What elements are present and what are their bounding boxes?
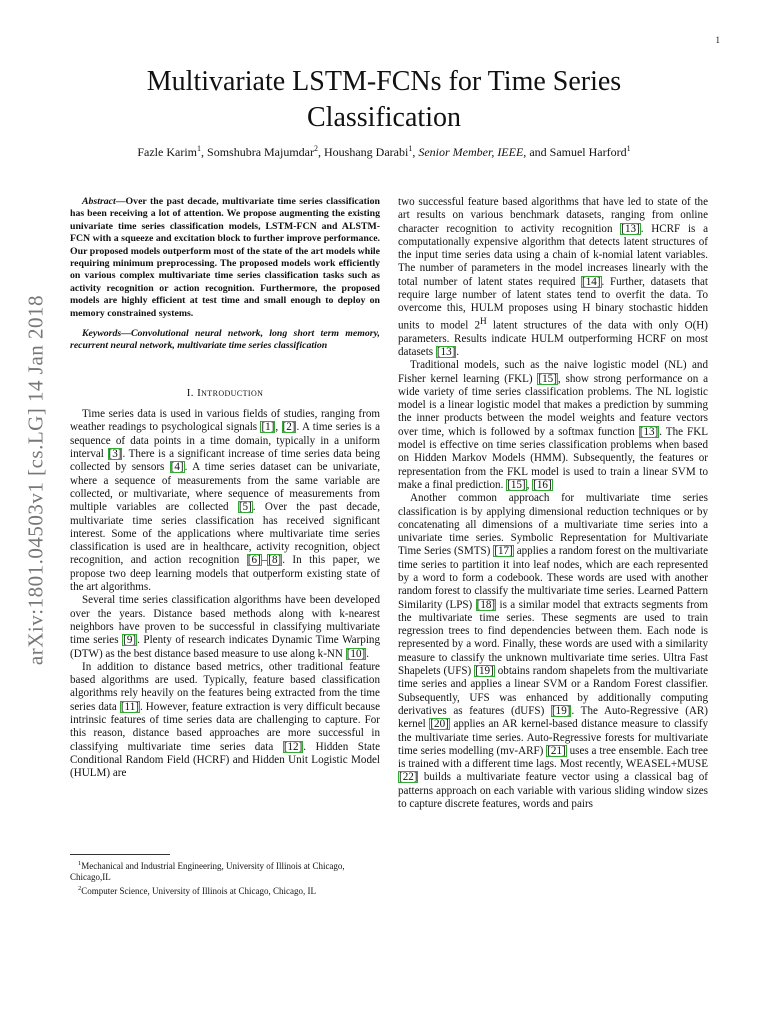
citation-link[interactable]: [11]	[120, 700, 139, 713]
affiliation-mark: 2	[314, 144, 319, 153]
footnote-text: Mechanical and Industrial Engineering, University of Illinois at Chicago, Chicago,IL	[70, 861, 345, 882]
right-column	[398, 196, 708, 811]
citation-link[interactable]: [13]	[621, 222, 640, 235]
author-name: Houshang Darabi	[324, 145, 409, 159]
body-text: . Plenty of research indicates Dynamic Time Warping (DTW) as the best distance based measure to use along k-NN	[70, 634, 380, 660]
keywords-label: Keywords	[82, 328, 122, 340]
citation-link[interactable]: [22]	[399, 771, 418, 784]
body-text: . HCRF is a computationally expensive algorithm that detects latent structures of the input time series data using a chain of k-nomial latent variables. The number of parameters in the model increases linearly with the total number of latent states required	[398, 222, 709, 288]
citation-link[interactable]: [19]	[475, 665, 494, 678]
body-text: . A time series is a sequence of data points in a time domain, typically in a uniform interval	[70, 421, 381, 461]
citation-link[interactable]: [17]	[494, 545, 513, 558]
section-number: I.	[186, 386, 198, 399]
body-text: Traditional models, such as the naive logistic model (NL) and Fisher kernel learning (FKL)	[398, 359, 708, 385]
citation-link[interactable]: [12]	[283, 740, 303, 753]
citation-link[interactable]: [10]	[346, 647, 366, 660]
citation-link[interactable]: [8]	[268, 554, 282, 567]
body-text: Several time series classification algorithms have been developed over the years. Distance based methods along with k-nearest neighbors have proven to be successful in classifying multivariate time series	[70, 594, 380, 647]
footnote	[70, 858, 380, 883]
citation-link[interactable]: [18]	[476, 598, 496, 611]
body-text: ,	[275, 421, 282, 434]
body-text: applies a random forest on the multivariate time series to partition it into leaf nodes, which are each represented by a word to form a codebook. These words are used with another random forest to classify the multivariate time series. Learned Pattern Similarity (LPS)	[398, 545, 709, 611]
citation-link[interactable]: [19]	[551, 704, 571, 717]
body-text: In addition to distance based metrics, other traditional feature based algorithms are used. Typically, feature based classification algorithms rely heavily on the features being extracted from the time series data	[70, 660, 380, 713]
keywords	[70, 328, 380, 353]
arxiv-stamp-text: arXiv:1801.04503v1 [cs.LG] 14 Jan 2018	[23, 294, 48, 666]
citation-link[interactable]: [3]	[108, 448, 122, 461]
body-text: obtains random shapelets from the multivariate time series and applies a linear SVM or a Random Forest classifier. Subsequently, UFS was enhanced by additionally computing derivatives as features (dUFS)	[398, 665, 708, 717]
citation-link[interactable]: [15]	[538, 372, 557, 385]
citation-link[interactable]: [15]	[507, 478, 526, 491]
section-title: Introduction	[197, 386, 264, 399]
body-text: . In this paper, we propose two deep learning models that outperform existing state of the art algorithms.	[70, 554, 380, 594]
footnote-divider	[70, 854, 170, 855]
body-text: . The Auto-Regressive (AR) kernel	[398, 704, 708, 731]
body-text: ,	[526, 478, 533, 491]
citation-link[interactable]: [4]	[170, 461, 184, 474]
body-paragraph	[398, 196, 708, 359]
citation-link[interactable]: [9]	[123, 634, 137, 647]
affiliation-mark: 1	[626, 144, 631, 153]
body-text: . Over the past decade, multivariate time series classification has received significant interest. Some of the applications where multivariate time series classification is used are in healthcare, activity recognition, object recognition, and action recognition	[70, 501, 380, 567]
author-line	[60, 144, 708, 160]
author-name: Samuel Harford	[549, 145, 627, 159]
section-heading	[70, 387, 380, 400]
body-text: . Hidden State Conditional Random Field (HCRF) and Hidden Unit Logistic Model (HULM) are	[70, 740, 380, 780]
body-text: .	[456, 345, 460, 358]
body-text: Another common approach for multivariate time series classification is by applying dimensional reduction techniques or by concatenating all dimensions of a multivariate time series into a univariate time series. Symbolic Representation for Multivariate Time Series (SMTS)	[398, 492, 708, 558]
left-column	[70, 196, 380, 780]
citation-link[interactable]: [20]	[430, 718, 449, 731]
body-text: builds a multivariate feature vector using a classical bag of patterns approach on each variable with various sliding window sizes to capture discrete features, words and pairs	[398, 771, 708, 811]
body-text: applies an AR kernel-based distance measure to classify the multivariate time series. Auto-Regressive forests for multivariate time series modelling (mv-ARF)	[398, 718, 708, 757]
author-separator: ,	[318, 145, 325, 159]
affiliation-mark: 1	[408, 144, 413, 153]
citation-link[interactable]: [13]	[436, 345, 456, 358]
paper-title: Multivariate LSTM-FCNs for Time Series Classification	[146, 66, 622, 133]
citation-link[interactable]: [2]	[282, 421, 296, 434]
citation-link[interactable]: [21]	[547, 744, 566, 757]
citation-link[interactable]: [14]	[582, 275, 601, 288]
abstract	[70, 196, 380, 320]
body-paragraph	[398, 492, 708, 811]
superscript: H	[480, 316, 487, 327]
author-name: Somshubra Majumdar	[207, 145, 315, 159]
body-text: is a similar model that extracts segments from the multivariate time series. These segments are used to train regression trees to find dependencies between them. Each node is represented by a word. Finally, these words are used with a similarity measure to classify the unknown multivariate time series. Ultra Fast Shapelets (UFS)	[398, 598, 708, 678]
body-text: . Further, datasets that require large number of latent states tend to overfit the data. To overcome this, HULM proposes using H binary stochastic hidden units to model 2	[398, 275, 708, 332]
author-separator: ,	[201, 145, 208, 159]
body-text: latent structures of the data with only O(H) parameters. Results indicate HULM outperforming HCRF on most datasets	[398, 319, 708, 358]
footnote-mark: 1	[78, 860, 82, 867]
abstract-text: —Over the past decade, multivariate time series classification has been receiving a lot of attention. We propose augmenting the existing univariate time series classification models, LSTM-FCN and ALSTM-FCN with a squeeze and excitation block to further improve performance. Our proposed models outperform most of the state of the art models while requiring minimum preprocessing. The proposed models work efficiently on various complex multivariate time series classification tasks such as activity recognition or action recognition. Furthermore, the proposed models are highly efficient at test time and small enough to deploy on memory constrained systems.	[70, 196, 380, 319]
citation-link[interactable]: [1]	[261, 421, 275, 434]
body-paragraph	[70, 594, 380, 660]
body-paragraph	[70, 408, 380, 594]
body-text: .	[366, 647, 369, 660]
affiliation-mark: 1	[197, 144, 202, 153]
citation-link[interactable]: [6]	[247, 554, 261, 567]
author-name: Fazle Karim	[137, 145, 198, 159]
citation-link[interactable]: [16]	[533, 478, 552, 491]
body-text: –	[261, 554, 268, 567]
author-role: Senior Member, IEEE,	[418, 145, 527, 159]
page-number: 1	[715, 35, 720, 45]
footnote-text: Computer Science, University of Illinois at Chicago, Chicago, IL	[81, 886, 316, 896]
footnote	[70, 883, 380, 897]
body-text: . There is a significant increase of time series data being collected by sensors	[70, 448, 380, 474]
body-text: . However, feature extraction is very difficult because intrinsic features of time series data are challenging to capture. For this reason, distance based approaches are more successful in classifying multivariate time series data	[70, 700, 380, 753]
body-text: Time series data is used in various fields of studies, ranging from weather readings to psychological signals	[70, 408, 380, 434]
body-text: . A time series dataset can be univariate, where a sequence of measurements from the same variable are collected, or multivariate, where sequence of measurements from multiple variables are collected	[70, 461, 380, 514]
arxiv-stamp	[6, 265, 66, 695]
body-text: . The FKL model is effective on time series classification problems when based on Hidden Markov Models (HMM). Subsequently, the features or representation from the FKL model is used to train a linear SVM to make a final prediction.	[398, 425, 709, 491]
body-paragraph	[398, 359, 708, 492]
body-text: two successful feature based algorithms that have led to state of the art results on various benchmark datasets, ranging from online character recognition to activity recognition	[398, 196, 708, 235]
abstract-label: Abstract	[82, 196, 116, 207]
citation-link[interactable]: [5]	[238, 501, 252, 514]
footnote-mark: 2	[78, 885, 82, 892]
body-text: , show strong performance on a wide variety of time series classification problems. The NL logistic model is a linear logistic model that makes a prediction by summing the inner products between the model weights and feature vectors over time, which is followed by a softmax function	[398, 372, 708, 438]
footnotes	[70, 854, 380, 897]
keywords-text: —Convolutional neural network, long short term memory, recurrent neural network, multivariate time series classification	[70, 328, 380, 352]
author-separator: and	[526, 145, 550, 159]
body-text: uses a tree ensemble. Each tree is trained with a different time lags. Most recently, WEASEL+MUSE	[398, 744, 708, 771]
body-paragraph	[70, 661, 380, 781]
author-separator: ,	[412, 145, 419, 159]
citation-link[interactable]: [13]	[639, 425, 659, 438]
